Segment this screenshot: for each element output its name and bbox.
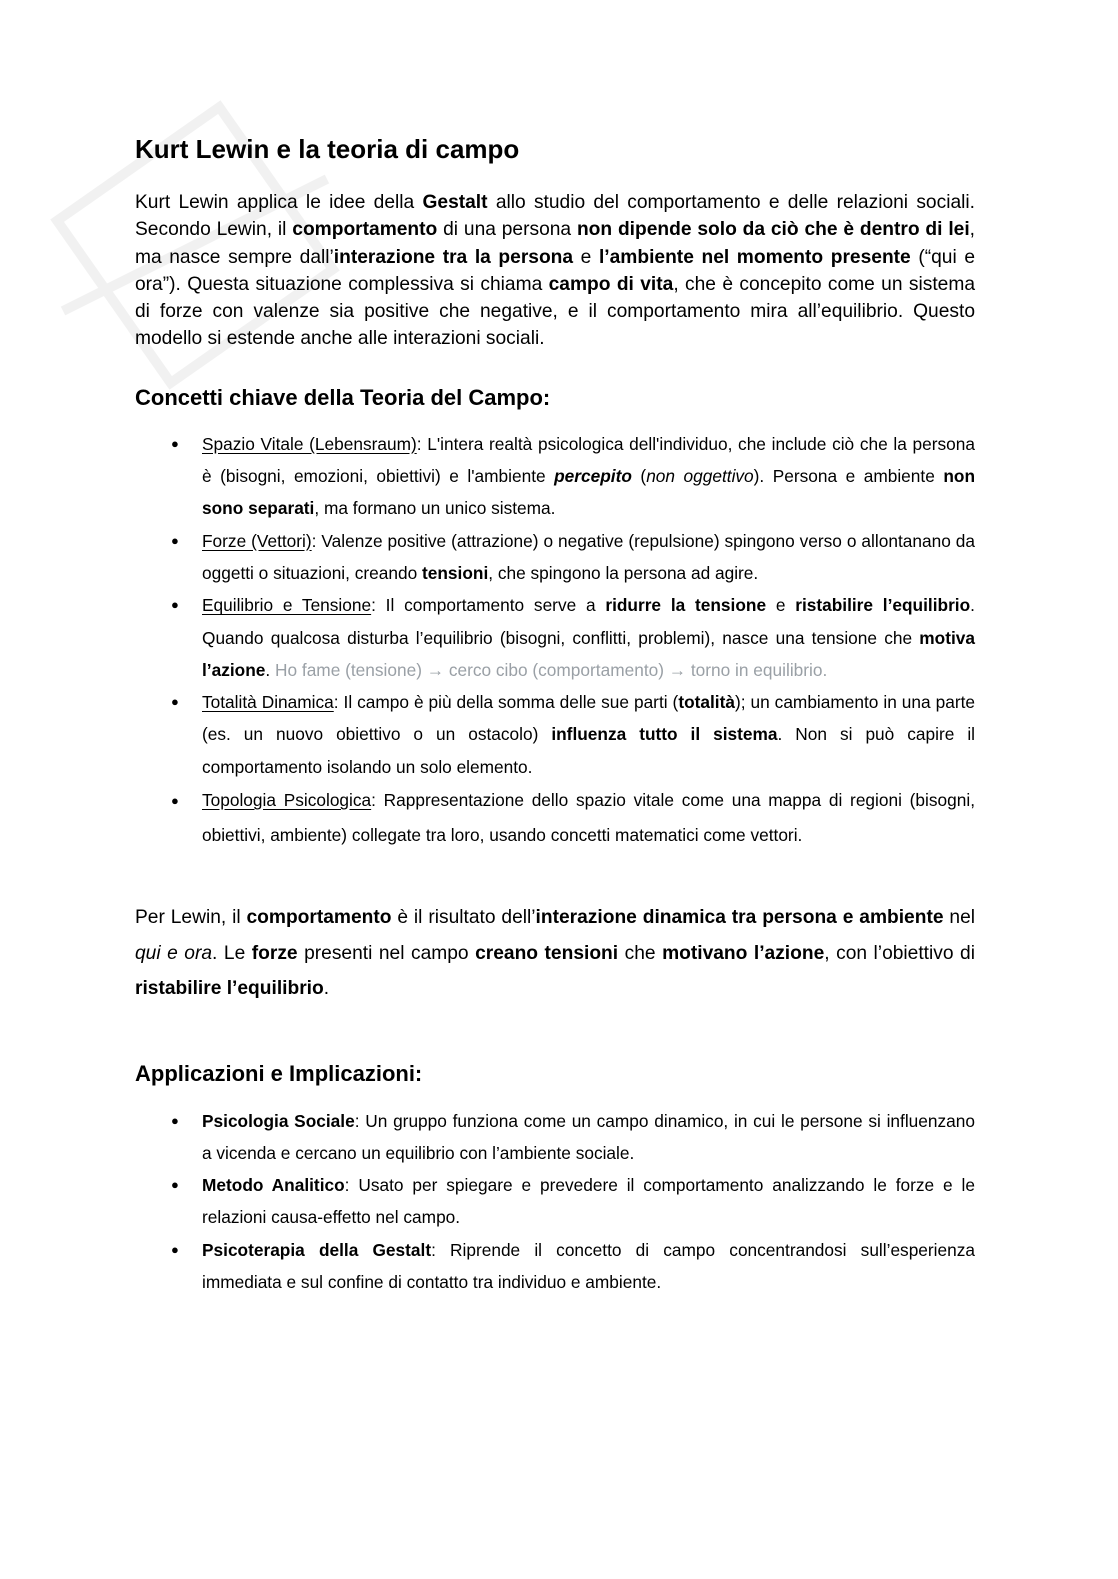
text-run: non oggettivo [646, 466, 754, 487]
text-run: e [573, 246, 599, 268]
text-run: forze [251, 942, 298, 964]
list-item-text [202, 1240, 975, 1292]
text-run: , ma formano un unico sistema. [314, 498, 556, 519]
bullet-icon: ● [171, 532, 179, 548]
text-run: ); un cambiamento in una parte (es. un nuovo obiettivo o un ostacolo) [202, 692, 975, 745]
text-run: , con l’obiettivo di [824, 942, 975, 964]
text-run: ). Persona e ambiente [753, 466, 944, 487]
text-run: Metodo Analitico [202, 1175, 345, 1196]
list-item [135, 589, 975, 686]
text-run: Psicoterapia della Gestalt [202, 1239, 432, 1260]
list-item [135, 1234, 975, 1299]
text-run: influenza tutto il sistema [551, 724, 778, 745]
text-run: : Riprende il concetto di campo concentrandosi sull’esperienza immediata e sul confine di contatto tra individuo e ambiente. [202, 1239, 975, 1293]
text-run: Psicologia Sociale [202, 1110, 355, 1131]
text-run: : L'intera realtà psicologica dell'individuo, che include ciò che la persona è (bisogni, emozioni, obiettivi) e l'ambiente [202, 433, 975, 487]
text-run: : Un gruppo funziona come un campo dinamico, in cui le persone si influenzano a vicenda e cercano un equilibrio con l’ambiente sociale. [202, 1110, 975, 1163]
text-run: è il risultato dell’ [391, 907, 536, 929]
text-run: motivano l’azione [662, 942, 825, 964]
bullet-icon: ● [171, 1177, 179, 1193]
list-item-text [202, 790, 975, 845]
text-run: , ma nasce sempre dall’ [135, 219, 975, 268]
text-run: , che è concepito come un sistema di forze con valenze sia positive che negative, e il comportamento mira all’equilibrio. Questo modello si estende anche alle interazioni sociali. [135, 273, 975, 350]
text-run: . [265, 659, 275, 680]
text-run: : Valenze positive (attrazione) o negative (repulsione) spingono verso o allontanano da oggetti o situazioni, creando [202, 530, 975, 583]
text-run: . Quando qualcosa disturba l’equilibrio (bisogni, conflitti, problemi), nasce una tensione che [202, 595, 975, 648]
text-run: campo di vita [548, 273, 674, 295]
list-item [135, 1169, 975, 1234]
text-run: . Le [212, 942, 252, 964]
bullet-icon: ● [171, 694, 179, 710]
list-item-text [202, 1111, 975, 1163]
text-run: percepito [554, 466, 632, 487]
text-run: allo studio del comportamento e delle relazioni sociali. Secondo Lewin, il [135, 192, 975, 241]
text-run: (“qui e ora”). Questa situazione complessiva si chiama [135, 246, 975, 295]
applications-list [135, 1105, 975, 1299]
text-run: Forze (Vettori) [202, 530, 312, 551]
document-title: Kurt Lewin e la teoria di campo [135, 134, 520, 164]
text-run: Per Lewin, il [135, 907, 247, 929]
list-item [135, 1105, 975, 1170]
text-run: non dipende solo da ciò che è dentro di lei [576, 219, 970, 241]
text-run: ( [631, 466, 647, 487]
text-run: totalità [678, 692, 735, 713]
section-heading-concepts: Concetti chiave della Teoria del Campo: [135, 384, 551, 410]
text-run: Ho fame (tensione) → cerco cibo (comportamento) → torno in equilibrio. [275, 659, 828, 680]
list-item [135, 428, 975, 525]
bullet-icon: ● [171, 1112, 179, 1128]
text-run: Topologia Psicologica [202, 790, 372, 811]
text-run: comportamento [246, 907, 392, 929]
list-item-text [202, 595, 975, 680]
text-run: che [618, 942, 663, 964]
list-item [135, 525, 975, 590]
list-item-text [202, 1175, 975, 1227]
text-run: ridurre la tensione [605, 595, 767, 616]
text-run: l’ambiente nel momento presente [598, 246, 911, 268]
text-run: creano tensioni [475, 942, 619, 964]
list-item [135, 783, 975, 853]
text-run: di una persona [437, 219, 577, 241]
section-heading-applications: Applicazioni e Implicazioni: [135, 1060, 423, 1086]
bullet-icon: ● [171, 1241, 179, 1257]
text-run: : Il comportamento serve a [371, 595, 606, 616]
text-run: ristabilire l’equilibrio [135, 978, 324, 1000]
text-run: nel [943, 907, 976, 929]
list-item-text [202, 434, 975, 519]
text-run: motiva l’azione [202, 627, 975, 680]
intro-paragraph [135, 189, 975, 353]
text-run: non sono separati [202, 466, 975, 519]
text-run: ristabilire l’equilibrio [795, 595, 971, 616]
text-run: comportamento [292, 219, 438, 241]
text-run: Totalità Dinamica [202, 692, 334, 713]
bullet-icon: ● [171, 597, 179, 613]
bullet-icon: ● [171, 435, 179, 451]
document-content [135, 132, 975, 1298]
summary-paragraph [135, 900, 975, 1007]
text-run: qui e ora [135, 942, 213, 964]
bullet-icon: ● [171, 793, 179, 809]
text-run: : Rappresentazione dello spazio vitale come una mappa di regioni (bisogni, obiettivi, ambiente) collegate tra loro, usando concetti matematici come vettori. [202, 790, 975, 846]
text-run: : Il campo è più della somma delle sue parti ( [333, 692, 679, 713]
text-run: , che spingono la persona ad agire. [488, 562, 759, 583]
text-run: presenti nel campo [297, 942, 476, 964]
text-run: : Usato per spiegare e prevedere il comportamento analizzando le forze e le relazioni causa-effetto nel campo. [202, 1175, 976, 1228]
text-run: Equilibrio e Tensione [202, 595, 372, 616]
concepts-list [135, 428, 975, 853]
list-item-text [202, 531, 975, 583]
text-run: Gestalt [422, 192, 488, 213]
list-item-text [202, 692, 975, 777]
text-run: interazione tra la persona [333, 246, 574, 268]
text-run: Spazio Vitale (Lebensraum) [202, 433, 417, 454]
text-run: interazione dinamica tra persona e ambiente [535, 907, 944, 929]
text-run: e [766, 595, 796, 616]
text-run: . Non si può capire il comportamento isolando un solo elemento. [202, 724, 975, 777]
list-item [135, 686, 975, 783]
text-run: Kurt Lewin applica le idee della [135, 192, 423, 213]
text-run: tensioni [422, 562, 489, 583]
text-run: . [323, 978, 330, 1000]
